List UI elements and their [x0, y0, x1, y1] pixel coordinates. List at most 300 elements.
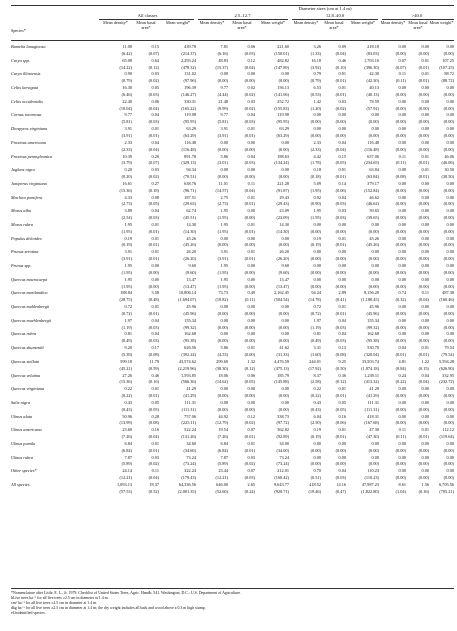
table-cell: (0.00)	[278, 406, 289, 412]
table-cell: (0.07)	[148, 160, 159, 166]
table-row	[0, 208, 457, 215]
table-cell: (70.51)	[183, 174, 196, 180]
table-cell: (0.03)	[148, 338, 159, 344]
table-cell: (26.20)	[183, 256, 196, 262]
table-cell: (225.11)	[181, 420, 196, 426]
table-cell: 131.02	[184, 71, 196, 77]
table-cell: (3.91)	[217, 256, 228, 262]
table-cell: (0.00)	[148, 283, 159, 289]
table-cell: (0.03)	[148, 324, 159, 330]
table-cell: (0.22)	[310, 393, 321, 399]
table-cell: 0.00	[446, 440, 454, 446]
table-cell: (160.46)	[439, 297, 454, 303]
table-cell: (0.00)	[244, 174, 255, 180]
table-row-se	[0, 160, 457, 167]
table-cell: 1,593.85	[180, 372, 196, 378]
table-cell: 332.95	[442, 372, 454, 378]
table-cell: (3.91)	[217, 132, 228, 138]
species-name: Quercus shumardii	[11, 345, 44, 351]
table-cell: (0.00)	[217, 78, 228, 84]
table-row	[0, 85, 457, 92]
table-cell: 6,705.56	[438, 482, 454, 487]
table-cell: (0.01)	[244, 132, 255, 138]
table-cell: 14.30	[279, 221, 289, 227]
table-cell: 0.00	[446, 194, 454, 200]
table-cell: 1,093.13	[116, 482, 132, 487]
table-cell: 48.83	[218, 57, 228, 63]
species-name: Carya spp.	[11, 57, 30, 63]
table-cell: (0.00)	[278, 146, 289, 152]
table-cell: (0.01)	[418, 64, 429, 70]
table-cell: (38.30)	[215, 365, 228, 371]
table-cell: (0.00)	[244, 310, 255, 316]
table-cell: (111.31)	[181, 406, 196, 412]
table-cell: 0.04	[151, 208, 159, 214]
table-cell: (0.00)	[418, 461, 429, 467]
table-cell: 0.00	[421, 249, 429, 255]
table-cell: 34.00	[279, 440, 289, 446]
table-cell: 0.00	[446, 44, 454, 49]
table-cell: 482.82	[277, 57, 289, 63]
table-cell: 646.00	[216, 482, 228, 487]
table-row-se	[0, 229, 457, 236]
table-cell: 0.19	[124, 235, 132, 241]
table-cell: (0.00)	[443, 338, 454, 344]
table-cell: (0.00)	[244, 338, 255, 344]
table-cell: 40.13	[369, 85, 379, 91]
table-cell: (0.12)	[335, 379, 346, 385]
table-row	[0, 112, 457, 119]
table-cell: 221.28	[277, 180, 289, 186]
table-cell: (0.03)	[244, 50, 255, 56]
species-name: Celtis occidentalis	[11, 98, 43, 104]
table-cell: 0.00	[421, 276, 429, 282]
table-cell: 3.91	[124, 126, 132, 132]
table-row-se	[0, 188, 457, 195]
table-cell: 0.03	[247, 98, 255, 104]
table-cell: 7.81	[220, 44, 228, 49]
table-cell: 0.00	[421, 331, 429, 337]
table-row-se	[0, 78, 457, 85]
table-cell: (5.89)	[217, 461, 228, 467]
table-cell: 252.72	[277, 98, 289, 104]
table-cell: 3.89	[124, 208, 132, 214]
footnote: bLive trees ha⁻¹ for all live trees ≥2.5 cm in diameter at 1.4 m.	[11, 596, 109, 600]
table-cell: 0.00	[446, 139, 454, 145]
table-cell: 0.00	[338, 221, 346, 227]
table-cell: 110.23	[367, 468, 379, 474]
table-cell: 0.04	[151, 317, 159, 323]
table-cell: (0.01)	[148, 256, 159, 262]
table-cell: 0.00	[247, 399, 255, 405]
table-cell: (0.02)	[148, 461, 159, 467]
table-cell: (41.29)	[183, 393, 196, 399]
table-cell: 0.00	[220, 235, 228, 241]
table-cell: (5.89)	[121, 461, 132, 467]
table-cell: (0.03)	[244, 475, 255, 481]
table-cell: 0.03	[151, 167, 159, 173]
table-cell: 0.00	[421, 304, 429, 310]
table-cell: (1.20)	[310, 105, 321, 111]
table-cell: 112.12	[442, 427, 454, 433]
table-cell: 0.00	[398, 180, 406, 186]
table-cell: 188.84	[120, 290, 132, 296]
table-cell: (0.01)	[395, 351, 406, 357]
table-cell: (0.05)	[335, 406, 346, 412]
table-cell: 0.00	[371, 112, 379, 118]
table-cell: 0.08	[151, 194, 159, 200]
table-cell: 379.17	[367, 180, 379, 186]
table-row	[0, 373, 457, 380]
table-cell: 0.00	[313, 221, 321, 227]
table-cell: 0.00	[421, 85, 429, 91]
table-cell: (0.01)	[418, 160, 429, 166]
table-cell: 18.06	[218, 372, 228, 378]
table-cell: 4,476.59	[273, 358, 289, 364]
table-cell: 0.74	[398, 290, 406, 296]
table-cell: (0.00)	[418, 310, 429, 316]
table-cell: (29.43)	[276, 201, 289, 207]
table-cell: 78.59	[369, 98, 379, 104]
table-cell: 0.00	[446, 112, 454, 118]
table-cell: 156.13	[277, 85, 289, 91]
table-cell: (0.11)	[395, 78, 406, 84]
table-cell: (396.30)	[364, 64, 379, 70]
table-cell: 0.00	[281, 331, 289, 337]
table-cell: 0.00	[446, 126, 454, 132]
species-name: Diospyros virginiana	[11, 126, 48, 132]
table-cell: 0.04	[151, 112, 159, 118]
species-name: Juniperus virginiana	[11, 180, 47, 186]
table-cell: 3.26	[313, 44, 321, 49]
table-cell: 41.62	[279, 345, 289, 351]
table-cell: (0.00)	[335, 132, 346, 138]
table-cell: (2.58)	[310, 379, 321, 385]
table-cell: 45.96	[186, 304, 196, 310]
table-cell: 0.00	[220, 399, 228, 405]
table-cell: (0.12)	[244, 365, 255, 371]
table-cell: 9.77	[220, 112, 228, 118]
col-header-density: Mean density*	[380, 20, 406, 25]
species-name: Ulmus rubra	[11, 454, 34, 460]
table-cell: 0.00	[220, 139, 228, 145]
table-cell: 0.01	[338, 304, 346, 310]
table-cell: 0.00	[421, 221, 429, 227]
table-cell: 0.04	[398, 345, 406, 351]
table-row-se	[0, 311, 457, 318]
table-cell: 0.64	[151, 57, 159, 63]
table-row	[0, 263, 457, 270]
table-cell: 2.89	[338, 290, 346, 296]
table-cell: (2,219.96)	[178, 365, 196, 371]
table-row	[0, 414, 457, 421]
table-cell: 11.01	[218, 180, 228, 186]
table-cell: (97.72)	[276, 420, 289, 426]
table-cell: (0.00)	[217, 406, 228, 412]
table-cell: 0.43	[124, 399, 132, 405]
table-cell: 0.00	[338, 454, 346, 460]
table-cell: (92.89)	[276, 434, 289, 440]
table-cell: 0.01	[421, 57, 429, 63]
table-cell: (12.21)	[215, 475, 228, 481]
table-cell: (0.00)	[418, 406, 429, 412]
table-cell: (9.60)	[185, 269, 196, 275]
footnote: eUnidentified species.	[11, 611, 46, 615]
table-row-se	[0, 201, 457, 208]
table-cell: (0.00)	[278, 242, 289, 248]
table-cell: 8.61	[398, 482, 406, 487]
table-cell: (30.50)	[441, 174, 454, 180]
table-cell: 0.00	[220, 317, 228, 323]
table-cell: (0.18)	[148, 187, 159, 193]
table-cell: 757.06	[184, 413, 196, 419]
table-cell: (0.11)	[244, 297, 255, 303]
table-cell: 0.15	[338, 153, 346, 159]
table-cell: (0.01)	[244, 447, 255, 453]
table-cell: 155.34	[367, 317, 379, 323]
table-cell: (2,001.35)	[178, 488, 196, 494]
diameter-sizes-title: Diameter sizes (cm at 1.4 m)	[298, 6, 352, 11]
table-cell: 1.95	[220, 208, 228, 214]
table-cell: (1.60)	[310, 351, 321, 357]
table-cell: (234.65)	[364, 160, 379, 166]
table-cell: 0.00	[313, 249, 321, 255]
table-cell: (110.23)	[364, 475, 379, 481]
table-cell: 0.00	[313, 440, 321, 446]
table-cell: 16.61	[122, 180, 132, 186]
table-cell: (0.00)	[418, 393, 429, 399]
table-cell: 0.00	[446, 304, 454, 310]
table-cell: 0.00	[421, 263, 429, 268]
table-cell: 0.01	[151, 386, 159, 392]
table-cell: (0.11)	[395, 434, 406, 440]
table-cell: 1.95	[313, 208, 321, 214]
table-cell: (0.22)	[395, 379, 406, 385]
table-cell: 0.11	[398, 71, 406, 77]
table-cell: 0.00	[313, 126, 321, 132]
table-cell: 46.62	[369, 194, 379, 200]
table-cell: 0.00	[220, 331, 228, 337]
table-cell: (0.00)	[310, 119, 321, 125]
table-cell: (0.00)	[335, 228, 346, 234]
footnote: cm² ha⁻¹ for all live trees ≥2.5 cm in diameter at 1.4 m.	[11, 601, 98, 605]
table-cell: 0.04	[338, 317, 346, 323]
group-2-5-12-7: 2.5–12.7	[234, 13, 251, 18]
table-cell: 45.26	[369, 235, 379, 241]
table-row	[0, 468, 457, 475]
table-cell: 0.00	[421, 44, 429, 49]
table-cell: 187.51	[184, 194, 196, 200]
table-cell: (1.04)	[395, 488, 406, 494]
table-cell: (0.00)	[418, 242, 429, 248]
table-cell: (504.54)	[274, 297, 289, 303]
table-cell: 0.01	[247, 126, 255, 132]
table-cell: 5.09	[313, 180, 321, 186]
table-cell: 88.72	[444, 71, 454, 77]
species-name: Morus alba	[11, 208, 31, 214]
table-cell: 5.86	[220, 345, 228, 351]
table-cell: 0.00	[398, 139, 406, 145]
table-cell: 39.65	[369, 208, 379, 214]
table-cell: (0.00)	[217, 310, 228, 316]
table-cell: (0.00)	[217, 146, 228, 152]
table-row	[0, 304, 457, 311]
table-cell: (63.84)	[366, 174, 379, 180]
table-cell: 0.07	[247, 427, 255, 433]
table-cell: (0.00)	[443, 393, 454, 399]
table-cell: (0.00)	[310, 447, 321, 453]
table-row	[0, 249, 457, 256]
table-cell: (0.00)	[244, 215, 255, 221]
table-cell: (0.00)	[368, 256, 379, 262]
table-cell: 0.00	[338, 112, 346, 118]
table-cell: 0.00	[371, 276, 379, 282]
species-name: Quercus marilandica	[11, 290, 48, 296]
table-cell: 0.07	[398, 57, 406, 63]
table-cell: 0.08	[398, 167, 406, 173]
table-cell: (0.00)	[418, 420, 429, 426]
table-cell: 188.63	[277, 153, 289, 159]
table-cell: (0.16)	[148, 379, 159, 385]
table-cell: (0.24)	[244, 488, 255, 494]
table-cell: 94.24	[311, 290, 321, 296]
table-cell: (0.00)	[368, 447, 379, 453]
table-cell: 0.01	[338, 235, 346, 241]
table-cell: 0.00	[398, 44, 406, 49]
table-cell: 221.60	[277, 44, 289, 49]
table-row	[0, 331, 457, 338]
table-cell: 439.78	[184, 44, 196, 49]
table-row-se	[0, 461, 457, 468]
table-cell: (6.42)	[121, 50, 132, 56]
table-cell: 487.38	[442, 290, 454, 296]
table-cell: 0.03	[151, 454, 159, 460]
table-cell: 0.00	[398, 85, 406, 91]
table-cell: 0.00	[421, 180, 429, 186]
table-cell: (95.95)	[276, 119, 289, 125]
table-cell: (0.05)	[244, 379, 255, 385]
table-cell: (3.91)	[121, 132, 132, 138]
table-cell: 119.98	[277, 112, 289, 118]
table-cell: 0.00	[398, 276, 406, 282]
table-cell: 1.97	[124, 317, 132, 323]
table-cell: 0.00	[398, 317, 406, 323]
table-cell: 0.00	[247, 317, 255, 323]
table-row-se	[0, 147, 457, 154]
table-cell: (14.30)	[183, 228, 196, 234]
table-cell: (0.53)	[310, 91, 321, 97]
table-cell: 0.11	[247, 180, 255, 186]
table-cell: (141.06)	[274, 91, 289, 97]
table-cell: 0.70	[313, 468, 321, 474]
table-cell: (39.65)	[366, 215, 379, 221]
table-cell: 0.00	[247, 71, 255, 77]
table-cell: 64,336.56	[178, 482, 196, 487]
table-cell: 0.09	[338, 44, 346, 49]
table-cell: (0.00)	[418, 119, 429, 125]
table-cell: 0.11	[151, 468, 159, 474]
table-cell: (0.01)	[418, 78, 429, 84]
table-cell: 9.20	[124, 345, 132, 351]
table-cell: (0.00)	[395, 393, 406, 399]
table-cell: (14.78)	[308, 297, 321, 303]
table-cell: 62.74	[186, 208, 196, 214]
table-cell: (320.04)	[364, 351, 379, 357]
col-header-weight: Mean weight*	[260, 20, 286, 25]
table-cell: (0.00)	[395, 187, 406, 193]
table-cell: 0.00	[151, 263, 159, 268]
table-cell: (12.21)	[119, 475, 132, 481]
table-cell: (0.02)	[335, 105, 346, 111]
table-cell: 8.37	[313, 372, 321, 378]
table-cell: 0.00	[247, 276, 255, 282]
table-cell: (45.21)	[119, 365, 132, 371]
table-cell: (145.88)	[274, 379, 289, 385]
table-cell: (0.00)	[443, 119, 454, 125]
table-cell: (0.03)	[148, 215, 159, 221]
table-row	[0, 167, 457, 174]
table-cell: (0.00)	[278, 393, 289, 399]
table-cell: 0.16	[338, 413, 346, 419]
table-cell: (413.32)	[364, 379, 379, 385]
table-cell: 63.29	[186, 126, 196, 132]
table-cell: 111.31	[184, 399, 196, 405]
table-cell: 23.09	[279, 208, 289, 214]
table-cell: 0.81	[124, 331, 132, 337]
table-cell: (0.01)	[335, 310, 346, 316]
table-cell: (0.01)	[148, 132, 159, 138]
table-cell: (0.00)	[418, 132, 429, 138]
table-cell: (0.05)	[335, 160, 346, 166]
table-cell: (0.03)	[335, 475, 346, 481]
table-cell: (1.95)	[310, 187, 321, 193]
table-row-se	[0, 174, 457, 181]
table-cell: (0.00)	[368, 461, 379, 467]
table-cell: (0.50)	[335, 365, 346, 371]
table-cell: (167.68)	[364, 420, 379, 426]
table-row-se	[0, 270, 457, 277]
table-cell: (0.00)	[418, 215, 429, 221]
table-cell: 0.01	[247, 440, 255, 446]
table-cell: (0.00)	[443, 406, 454, 412]
table-cell: 1.95	[124, 263, 132, 268]
table-row-se	[0, 106, 457, 113]
table-cell: 63.29	[279, 126, 289, 132]
species-name: Prunus serotina	[11, 249, 39, 255]
table-cell: (95.95)	[183, 119, 196, 125]
table-cell: (0.00)	[335, 447, 346, 453]
table-cell: (6.46)	[121, 91, 132, 97]
table-cell: 185.79	[277, 372, 289, 378]
table-cell: 9.77	[220, 85, 228, 91]
table-cell: 0.19	[313, 427, 321, 433]
table-cell: 0.04	[247, 112, 255, 118]
table-cell: (0.00)	[443, 269, 454, 275]
table-cell: (0.00)	[310, 269, 321, 275]
col-header-density: Mean density*	[293, 20, 319, 25]
table-cell: (0.00)	[217, 324, 228, 330]
table-cell: 0.00	[281, 386, 289, 392]
table-cell: (0.15)	[418, 365, 429, 371]
table-cell: (150.01)	[274, 50, 289, 56]
table-cell: 0.04	[338, 468, 346, 474]
table-cell: (1,694.07)	[178, 297, 196, 303]
table-cell: 9.77	[124, 112, 132, 118]
table-row-se	[0, 475, 457, 482]
table-cell: (73.24)	[276, 461, 289, 467]
table-cell: 0.05	[338, 399, 346, 405]
table-cell: (0.04)	[148, 475, 159, 481]
